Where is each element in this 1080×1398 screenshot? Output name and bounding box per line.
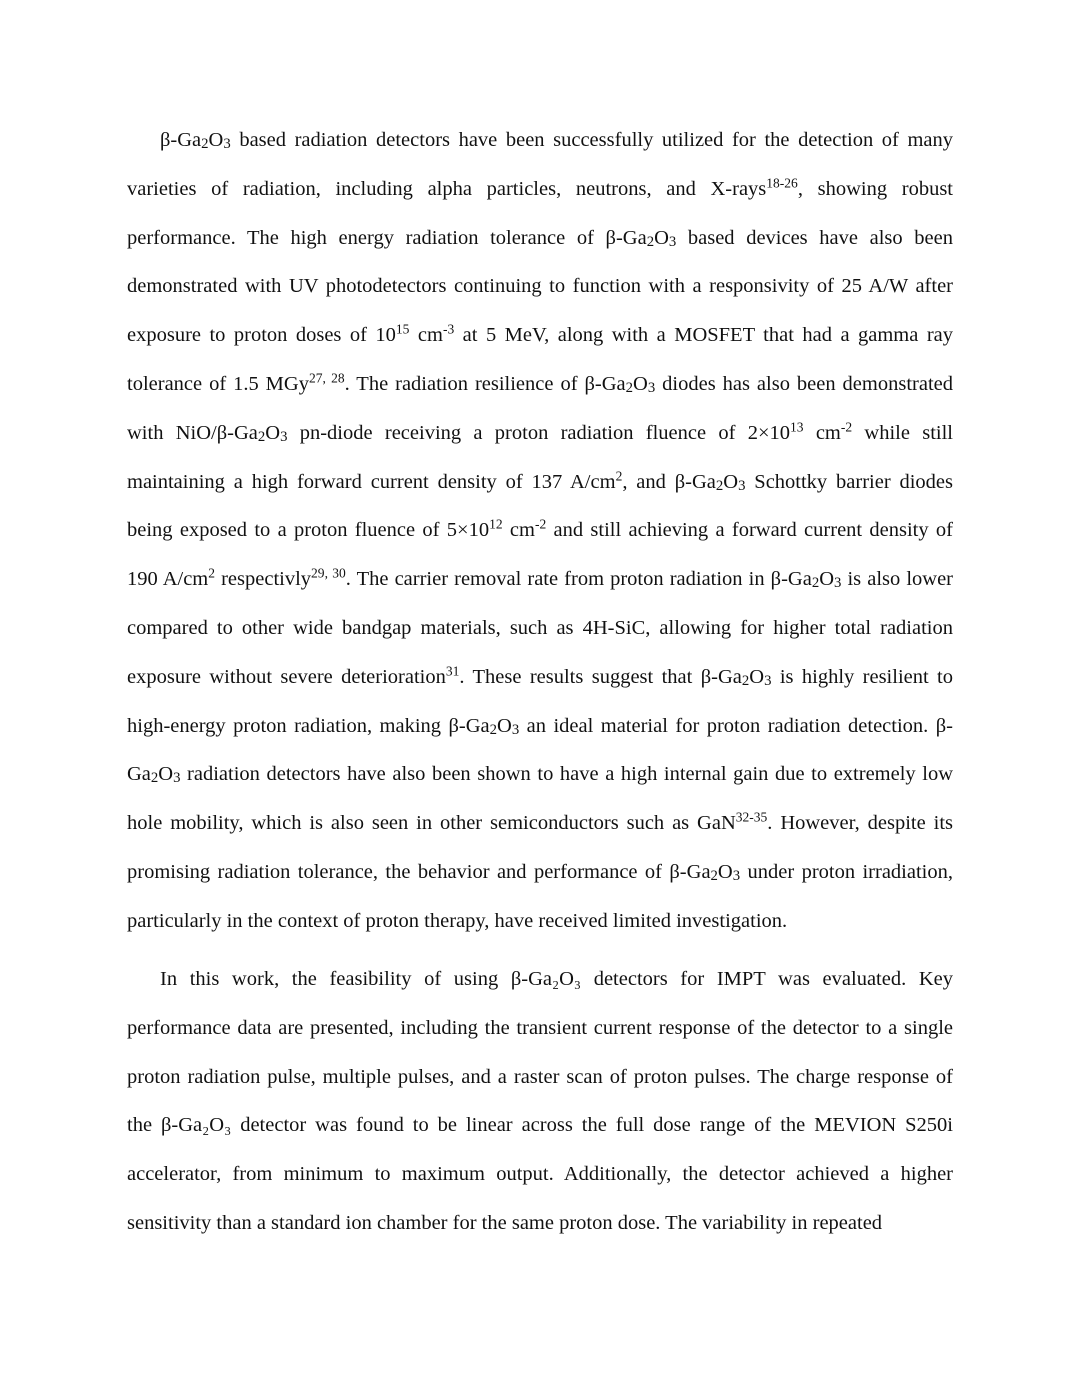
subscript: 2	[741, 672, 750, 689]
subscript: 3	[738, 477, 746, 494]
subscript: 3	[834, 574, 842, 591]
text-run: at 5 MeV, along with a MOSFET that had a gamma ray tolerance of 1.5 MGy	[127, 324, 953, 395]
subscript: 3	[511, 721, 520, 738]
superscript-citation: 32-35	[735, 809, 768, 825]
text-run: cm	[409, 324, 443, 347]
subscript: 3	[280, 428, 288, 445]
text-run: In this work, the feasibility of using β-Ga₂O₃ detectors for IMPT was evaluated. Key performance data are presented, including the transient current response of the detector to a single proton radiation pulse, multiple pulses, and a raster scan of proton pulses. The charge response of the β-Ga₂O₃ detector was found to be linear across the full dose range of the MEVION S250i accelerator, from minimum to maximum output. Additionally, the detector achieved a higher sensitivity than a standard ion chamber for the same proton dose. The variability in repeated	[127, 968, 953, 1234]
subscript: 2	[257, 428, 266, 445]
subscript: 2	[201, 135, 209, 152]
subscript: 3	[223, 135, 231, 152]
superscript-citation: 2	[615, 468, 623, 484]
text-run: O	[158, 763, 174, 786]
text-run: , and β-Ga	[622, 470, 716, 493]
text-run: O	[654, 226, 669, 249]
subscript: 3	[173, 770, 181, 787]
text-run: diodes has also been demonstrated with NiO/β-Ga	[127, 372, 953, 444]
superscript-citation: -2	[840, 419, 853, 435]
text-run: radiation detectors have also been shown to have a high internal gain due to extremely low hole mobility, which is also seen in other semiconductors such as GaN	[127, 763, 953, 835]
subscript: 2	[710, 867, 718, 884]
text-run: is also lower compared to other wide bandgap materials, such as 4H-SiC, allowing for higher total radiation exposure without severe deterioration	[127, 568, 953, 688]
text-run: . These results suggest that β-Ga	[459, 665, 742, 688]
superscript-citation: 31	[445, 663, 460, 679]
text-run: O	[208, 129, 224, 151]
text-run: based devices have also been demonstrated with UV photodetectors continuing to function with a responsivity of 25 A/W after exposure to proton doses of 10	[127, 226, 953, 347]
superscript-citation: 12	[489, 516, 503, 532]
superscript-citation: 18-26	[766, 175, 798, 191]
superscript-citation: 15	[395, 321, 410, 337]
text-run: while still maintaining a high forward current density of 137 A/cm	[127, 421, 954, 493]
superscript-citation: -3	[442, 321, 455, 337]
paragraph-this-work	[127, 955, 953, 1248]
text-run: . The carrier removal rate from proton radiation in β-Ga	[345, 568, 812, 591]
subscript: 3	[668, 233, 677, 250]
text-run: pn-diode receiving a proton radiation fluence of 2×10	[287, 421, 791, 444]
text-run: Schottky barrier diodes being exposed to a proton fluence of 5×10	[127, 470, 953, 542]
text-run: cm	[502, 519, 535, 542]
subscript: 2	[625, 379, 634, 396]
text-run: under proton irradiation, particularly in the context of proton therapy, have received limited investigation.	[127, 860, 953, 932]
text-run: cm	[803, 421, 841, 444]
subscript: 2	[150, 770, 159, 787]
text-run: based radiation detectors have been successfully utilized for the detection of many varieties of radiation, including alpha particles, neutrons, and X-rays	[127, 129, 953, 200]
text-run: and still achieving a forward current density of 190 A/cm	[127, 519, 954, 591]
text-run: O	[717, 860, 733, 883]
text-run: O	[723, 470, 739, 493]
subscript: 2	[811, 574, 820, 591]
text-run: an ideal material for proton radiation detection. β-Ga	[127, 714, 953, 786]
paragraph-radiation-detectors	[127, 116, 953, 946]
text-run: O	[749, 665, 765, 688]
subscript: 3	[764, 672, 772, 689]
superscript-citation: 29, 30	[311, 565, 346, 581]
text-run: O	[819, 568, 835, 591]
text-run: . The radiation resilience of β-Ga	[344, 372, 626, 395]
text-run: respectivly	[215, 568, 312, 591]
superscript-citation: 13	[790, 419, 804, 435]
superscript-citation: -2	[534, 516, 547, 532]
subscript: 2	[489, 721, 498, 738]
text-run: . However, despite its promising radiation tolerance, the behavior and performance of β-Ga	[127, 812, 953, 883]
text-run: β-Ga	[160, 129, 202, 151]
text-run: , showing robust performance. The high energy radiation tolerance of β-Ga	[127, 177, 953, 249]
subscript: 2	[715, 477, 724, 494]
text-run: O	[497, 714, 512, 737]
text-run: is highly resilient to high-energy proton radiation, making β-Ga	[127, 665, 954, 737]
subscript: 3	[732, 867, 741, 884]
subscript: 2	[646, 233, 655, 250]
subscript: 3	[647, 379, 656, 396]
text-run: O	[633, 372, 648, 395]
superscript-citation: 27, 28	[308, 370, 345, 386]
text-run: O	[265, 421, 281, 444]
superscript-citation: 2	[208, 565, 216, 581]
